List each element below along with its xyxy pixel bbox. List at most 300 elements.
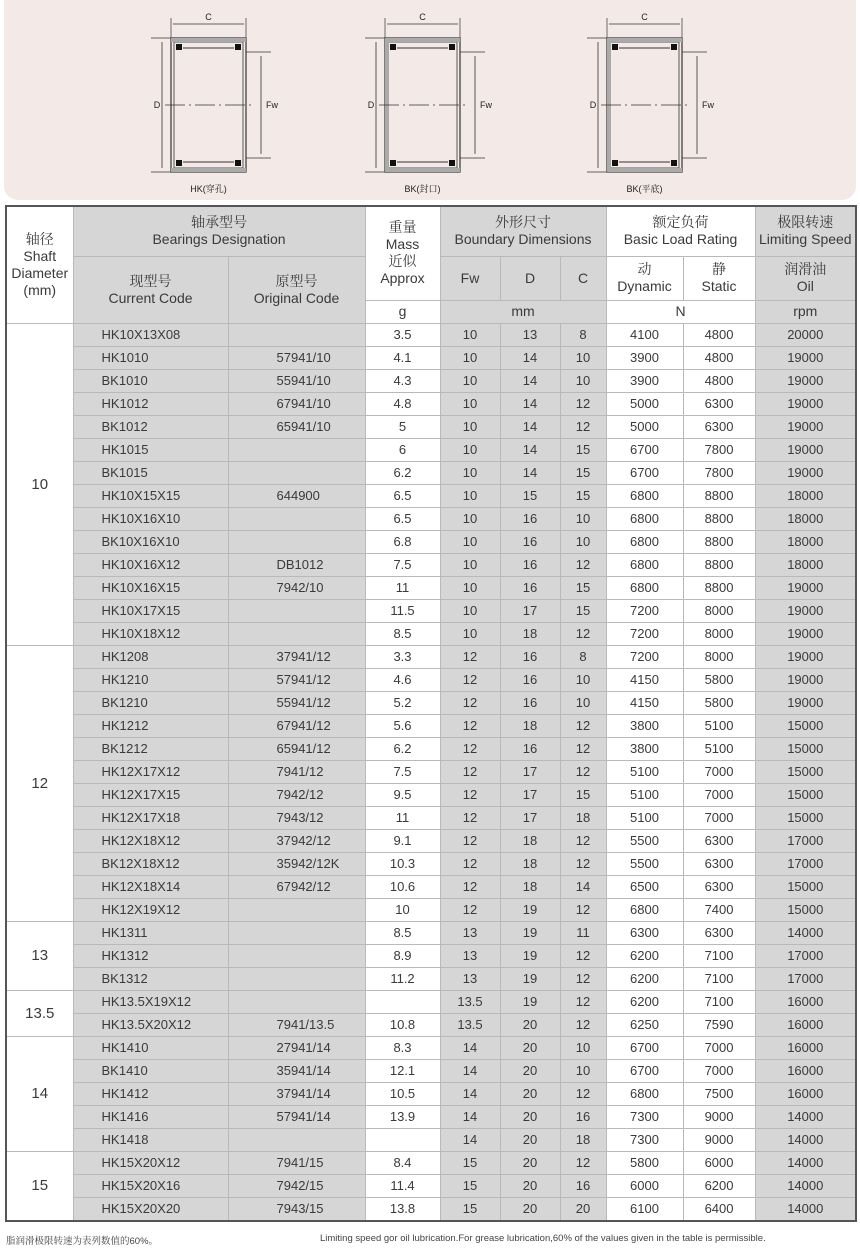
limiting-speed-cell: 18000 — [755, 484, 856, 507]
d-cell: 20 — [500, 1128, 560, 1151]
dynamic-load-cell: 5500 — [606, 852, 683, 875]
limiting-speed-cell: 19000 — [755, 461, 856, 484]
current-code-cell: HK15X20X20 — [73, 1197, 228, 1221]
c-cell: 8 — [560, 645, 606, 668]
table-row — [6, 1151, 856, 1174]
header-limiting-speed: 极限转速 Limiting Speed — [755, 206, 856, 256]
header-static: 静 Static — [683, 256, 755, 300]
header-current-code: 现型号 Current Code — [73, 256, 228, 323]
static-load-cell: 9000 — [683, 1105, 755, 1128]
current-code-cell: HK12X18X12 — [73, 829, 228, 852]
fw-cell: 14 — [440, 1128, 500, 1151]
mass-cell: 6.8 — [365, 530, 440, 553]
table-row — [6, 967, 856, 990]
table-row — [6, 1013, 856, 1036]
c-cell: 12 — [560, 967, 606, 990]
dynamic-load-cell: 4150 — [606, 668, 683, 691]
original-code-cell: 37941/12 — [228, 645, 365, 668]
original-code-cell: 67942/12 — [228, 875, 365, 898]
current-code-cell: HK12X18X14 — [73, 875, 228, 898]
original-code-cell: 57941/12 — [228, 668, 365, 691]
fw-cell: 12 — [440, 852, 500, 875]
header-shaft-diameter: 轴径 Shaft Diameter (mm) — [6, 206, 73, 323]
current-code-cell: BK12X18X12 — [73, 852, 228, 875]
mass-cell: 9.1 — [365, 829, 440, 852]
table-row — [6, 668, 856, 691]
limiting-speed-cell: 16000 — [755, 1036, 856, 1059]
current-code-cell: HK1010 — [73, 346, 228, 369]
static-load-cell: 7500 — [683, 1082, 755, 1105]
c-cell: 12 — [560, 852, 606, 875]
dynamic-load-cell: 3800 — [606, 737, 683, 760]
original-code-cell: 7941/12 — [228, 760, 365, 783]
c-cell: 18 — [560, 1128, 606, 1151]
dynamic-load-cell: 3800 — [606, 714, 683, 737]
dynamic-load-cell: 5100 — [606, 760, 683, 783]
c-cell: 12 — [560, 553, 606, 576]
original-code-cell — [228, 1128, 365, 1151]
original-code-cell: 7941/15 — [228, 1151, 365, 1174]
dynamic-load-cell: 6800 — [606, 898, 683, 921]
c-cell: 12 — [560, 760, 606, 783]
d-cell: 16 — [500, 691, 560, 714]
mass-cell: 10 — [365, 898, 440, 921]
original-code-cell — [228, 622, 365, 645]
d-cell: 17 — [500, 783, 560, 806]
fw-cell: 10 — [440, 622, 500, 645]
original-code-cell — [228, 438, 365, 461]
dimension-label-c: C — [205, 12, 212, 22]
fw-cell: 12 — [440, 875, 500, 898]
static-load-cell: 8800 — [683, 576, 755, 599]
header-d: D — [500, 256, 560, 300]
dynamic-load-cell: 6800 — [606, 576, 683, 599]
mass-cell: 7.5 — [365, 553, 440, 576]
table-row — [6, 645, 856, 668]
limiting-speed-cell: 17000 — [755, 852, 856, 875]
header-bearings-designation: 轴承型号 Bearings Designation — [73, 206, 365, 256]
current-code-cell: HK1312 — [73, 944, 228, 967]
table-row — [6, 714, 856, 737]
dynamic-load-cell: 6800 — [606, 1082, 683, 1105]
static-load-cell: 6300 — [683, 921, 755, 944]
current-code-cell: HK13.5X19X12 — [73, 990, 228, 1013]
header-mass: 重量 Mass 近似 Approx — [365, 206, 440, 300]
d-cell: 20 — [500, 1151, 560, 1174]
original-code-cell: 37942/12 — [228, 829, 365, 852]
c-cell: 12 — [560, 1013, 606, 1036]
current-code-cell: HK1412 — [73, 1082, 228, 1105]
footer-note-zh: 脂润滑极限转速为表列数值的60%。 — [6, 1236, 159, 1247]
d-cell: 20 — [500, 1013, 560, 1036]
original-code-cell: 37941/14 — [228, 1082, 365, 1105]
c-cell: 15 — [560, 461, 606, 484]
original-code-cell — [228, 461, 365, 484]
header-original-code: 原型号 Original Code — [228, 256, 365, 323]
original-code-cell — [228, 921, 365, 944]
current-code-cell: BK1015 — [73, 461, 228, 484]
limiting-speed-cell: 19000 — [755, 415, 856, 438]
c-cell: 15 — [560, 576, 606, 599]
current-code-cell: BK10X16X10 — [73, 530, 228, 553]
dynamic-load-cell: 6700 — [606, 461, 683, 484]
dynamic-load-cell: 6300 — [606, 921, 683, 944]
d-cell: 19 — [500, 967, 560, 990]
fw-cell: 12 — [440, 760, 500, 783]
header-dynamic: 动 Dynamic — [606, 256, 683, 300]
fw-cell: 13 — [440, 944, 500, 967]
fw-cell: 10 — [440, 323, 500, 346]
d-cell: 18 — [500, 829, 560, 852]
static-load-cell: 7400 — [683, 898, 755, 921]
limiting-speed-cell: 19000 — [755, 668, 856, 691]
current-code-cell: HK12X19X12 — [73, 898, 228, 921]
dimension-label-d: D — [367, 100, 375, 110]
limiting-speed-cell: 19000 — [755, 346, 856, 369]
bearing-diagram — [151, 12, 278, 194]
d-cell: 16 — [500, 576, 560, 599]
limiting-speed-cell: 16000 — [755, 990, 856, 1013]
limiting-speed-cell: 14000 — [755, 1128, 856, 1151]
mass-cell: 6.2 — [365, 737, 440, 760]
c-cell: 12 — [560, 714, 606, 737]
mass-cell: 10.6 — [365, 875, 440, 898]
mass-cell: 8.5 — [365, 921, 440, 944]
dimension-label-d: D — [589, 100, 597, 110]
mass-cell: 8.3 — [365, 1036, 440, 1059]
static-load-cell: 6200 — [683, 1174, 755, 1197]
c-cell: 10 — [560, 691, 606, 714]
unit-n: N — [606, 300, 755, 323]
static-load-cell: 6300 — [683, 829, 755, 852]
static-load-cell: 7590 — [683, 1013, 755, 1036]
static-load-cell: 4800 — [683, 369, 755, 392]
current-code-cell: BK1312 — [73, 967, 228, 990]
static-load-cell: 8000 — [683, 599, 755, 622]
d-cell: 20 — [500, 1197, 560, 1221]
c-cell: 16 — [560, 1174, 606, 1197]
original-code-cell — [228, 990, 365, 1013]
static-load-cell: 7800 — [683, 438, 755, 461]
current-code-cell: HK1012 — [73, 392, 228, 415]
current-code-cell: HK12X17X15 — [73, 783, 228, 806]
current-code-cell: HK10X16X12 — [73, 553, 228, 576]
d-cell: 13 — [500, 323, 560, 346]
original-code-cell — [228, 898, 365, 921]
limiting-speed-cell: 17000 — [755, 944, 856, 967]
mass-cell: 8.4 — [365, 1151, 440, 1174]
original-code-cell: 7943/12 — [228, 806, 365, 829]
d-cell: 16 — [500, 737, 560, 760]
dynamic-load-cell: 6200 — [606, 990, 683, 1013]
shaft-diameter-cell: 15 — [6, 1151, 73, 1221]
shaft-diameter-cell: 13.5 — [6, 990, 73, 1036]
mass-cell — [365, 990, 440, 1013]
c-cell: 12 — [560, 990, 606, 1013]
fw-cell: 10 — [440, 530, 500, 553]
fw-cell: 13 — [440, 921, 500, 944]
original-code-cell: 35942/12K — [228, 852, 365, 875]
fw-cell: 15 — [440, 1197, 500, 1221]
limiting-speed-cell: 16000 — [755, 1059, 856, 1082]
original-code-cell: 27941/14 — [228, 1036, 365, 1059]
mass-cell: 11 — [365, 806, 440, 829]
dynamic-load-cell: 6500 — [606, 875, 683, 898]
c-cell: 11 — [560, 921, 606, 944]
original-code-cell: 55941/10 — [228, 369, 365, 392]
current-code-cell: HK1212 — [73, 714, 228, 737]
c-cell: 12 — [560, 622, 606, 645]
mass-cell — [365, 1128, 440, 1151]
c-cell: 12 — [560, 898, 606, 921]
d-cell: 19 — [500, 898, 560, 921]
fw-cell: 10 — [440, 369, 500, 392]
static-load-cell: 8800 — [683, 484, 755, 507]
original-code-cell: 35941/14 — [228, 1059, 365, 1082]
fw-cell: 12 — [440, 691, 500, 714]
fw-cell: 12 — [440, 806, 500, 829]
static-load-cell: 5800 — [683, 691, 755, 714]
footer-note-en: Limiting speed gor oil lubrication.For grease lubrication,60% of the values given in the table is permissible. — [320, 1233, 766, 1244]
fw-cell: 12 — [440, 829, 500, 852]
mass-cell: 11 — [365, 576, 440, 599]
d-cell: 14 — [500, 461, 560, 484]
table-row — [6, 369, 856, 392]
original-code-cell: 65941/10 — [228, 415, 365, 438]
dynamic-load-cell: 7300 — [606, 1105, 683, 1128]
current-code-cell: HK10X16X10 — [73, 507, 228, 530]
table-row — [6, 1036, 856, 1059]
d-cell: 16 — [500, 553, 560, 576]
original-code-cell: DB1012 — [228, 553, 365, 576]
original-code-cell: 65941/12 — [228, 737, 365, 760]
dynamic-load-cell: 6250 — [606, 1013, 683, 1036]
table-row — [6, 1105, 856, 1128]
table-row — [6, 1059, 856, 1082]
dynamic-load-cell: 6800 — [606, 530, 683, 553]
static-load-cell: 5800 — [683, 668, 755, 691]
c-cell: 10 — [560, 1036, 606, 1059]
current-code-cell: HK10X17X15 — [73, 599, 228, 622]
c-cell: 12 — [560, 944, 606, 967]
d-cell: 20 — [500, 1059, 560, 1082]
c-cell: 12 — [560, 415, 606, 438]
mass-cell: 13.8 — [365, 1197, 440, 1221]
dimension-label-c: C — [419, 12, 426, 22]
d-cell: 17 — [500, 599, 560, 622]
mass-cell: 6 — [365, 438, 440, 461]
unit-mm: mm — [440, 300, 606, 323]
static-load-cell: 6000 — [683, 1151, 755, 1174]
static-load-cell: 9000 — [683, 1128, 755, 1151]
dynamic-load-cell: 6700 — [606, 1059, 683, 1082]
c-cell: 12 — [560, 1082, 606, 1105]
static-load-cell: 7000 — [683, 1036, 755, 1059]
c-cell: 18 — [560, 806, 606, 829]
limiting-speed-cell: 18000 — [755, 553, 856, 576]
bearing-spec-table — [5, 205, 857, 1222]
dynamic-load-cell: 5000 — [606, 415, 683, 438]
dynamic-load-cell: 3900 — [606, 346, 683, 369]
static-load-cell: 7100 — [683, 990, 755, 1013]
d-cell: 18 — [500, 714, 560, 737]
dynamic-load-cell: 5100 — [606, 783, 683, 806]
static-load-cell: 6300 — [683, 875, 755, 898]
current-code-cell: HK1311 — [73, 921, 228, 944]
original-code-cell — [228, 323, 365, 346]
c-cell: 10 — [560, 507, 606, 530]
mass-cell: 7.5 — [365, 760, 440, 783]
fw-cell: 10 — [440, 553, 500, 576]
mass-cell: 5.6 — [365, 714, 440, 737]
mass-cell: 10.5 — [365, 1082, 440, 1105]
table-row — [6, 622, 856, 645]
limiting-speed-cell: 14000 — [755, 1174, 856, 1197]
d-cell: 16 — [500, 530, 560, 553]
mass-cell: 4.1 — [365, 346, 440, 369]
d-cell: 18 — [500, 875, 560, 898]
dynamic-load-cell: 4100 — [606, 323, 683, 346]
table-row — [6, 1128, 856, 1151]
static-load-cell: 8000 — [683, 645, 755, 668]
current-code-cell: HK1210 — [73, 668, 228, 691]
limiting-speed-cell: 16000 — [755, 1013, 856, 1036]
limiting-speed-cell: 15000 — [755, 760, 856, 783]
fw-cell: 13 — [440, 967, 500, 990]
static-load-cell: 5100 — [683, 714, 755, 737]
dynamic-load-cell: 7200 — [606, 599, 683, 622]
static-load-cell: 8800 — [683, 530, 755, 553]
static-load-cell: 7000 — [683, 806, 755, 829]
table-row — [6, 323, 856, 346]
mass-cell: 6.5 — [365, 507, 440, 530]
dynamic-load-cell: 5800 — [606, 1151, 683, 1174]
limiting-speed-cell: 15000 — [755, 875, 856, 898]
dynamic-load-cell: 6100 — [606, 1197, 683, 1221]
mass-cell: 4.6 — [365, 668, 440, 691]
current-code-cell: BK1012 — [73, 415, 228, 438]
d-cell: 19 — [500, 990, 560, 1013]
mass-cell: 6.5 — [365, 484, 440, 507]
original-code-cell: 7942/15 — [228, 1174, 365, 1197]
diagram-caption: HK(穿孔) — [190, 184, 227, 194]
d-cell: 14 — [500, 438, 560, 461]
limiting-speed-cell: 14000 — [755, 921, 856, 944]
static-load-cell: 4800 — [683, 323, 755, 346]
limiting-speed-cell: 19000 — [755, 599, 856, 622]
c-cell: 10 — [560, 346, 606, 369]
current-code-cell: BK1210 — [73, 691, 228, 714]
static-load-cell: 7800 — [683, 461, 755, 484]
fw-cell: 10 — [440, 599, 500, 622]
limiting-speed-cell: 15000 — [755, 783, 856, 806]
fw-cell: 10 — [440, 507, 500, 530]
limiting-speed-cell: 19000 — [755, 622, 856, 645]
d-cell: 14 — [500, 415, 560, 438]
header-c: C — [560, 256, 606, 300]
original-code-cell: 57941/14 — [228, 1105, 365, 1128]
table-row — [6, 576, 856, 599]
limiting-speed-cell: 14000 — [755, 1197, 856, 1221]
d-cell: 15 — [500, 484, 560, 507]
table-row — [6, 507, 856, 530]
limiting-speed-cell: 20000 — [755, 323, 856, 346]
static-load-cell: 5100 — [683, 737, 755, 760]
d-cell: 20 — [500, 1174, 560, 1197]
fw-cell: 10 — [440, 461, 500, 484]
bearing-diagrams-panel — [4, 0, 856, 200]
table-row — [6, 852, 856, 875]
fw-cell: 15 — [440, 1151, 500, 1174]
shaft-diameter-cell: 14 — [6, 1036, 73, 1151]
c-cell: 8 — [560, 323, 606, 346]
fw-cell: 10 — [440, 576, 500, 599]
current-code-cell: HK1410 — [73, 1036, 228, 1059]
table-row — [6, 415, 856, 438]
dynamic-load-cell: 6700 — [606, 1036, 683, 1059]
c-cell: 12 — [560, 392, 606, 415]
limiting-speed-cell: 19000 — [755, 576, 856, 599]
fw-cell: 10 — [440, 346, 500, 369]
fw-cell: 14 — [440, 1059, 500, 1082]
static-load-cell: 8800 — [683, 507, 755, 530]
limiting-speed-cell: 19000 — [755, 438, 856, 461]
current-code-cell: HK13.5X20X12 — [73, 1013, 228, 1036]
fw-cell: 14 — [440, 1082, 500, 1105]
original-code-cell — [228, 599, 365, 622]
d-cell: 20 — [500, 1082, 560, 1105]
d-cell: 16 — [500, 668, 560, 691]
d-cell: 16 — [500, 507, 560, 530]
diagram-caption: BK(封口) — [404, 184, 441, 194]
static-load-cell: 6400 — [683, 1197, 755, 1221]
mass-cell: 3.3 — [365, 645, 440, 668]
original-code-cell: 644900 — [228, 484, 365, 507]
fw-cell: 13.5 — [440, 1013, 500, 1036]
d-cell: 20 — [500, 1036, 560, 1059]
dynamic-load-cell: 5500 — [606, 829, 683, 852]
mass-cell: 12.1 — [365, 1059, 440, 1082]
mass-cell: 13.9 — [365, 1105, 440, 1128]
dynamic-load-cell: 7200 — [606, 622, 683, 645]
table-row — [6, 829, 856, 852]
c-cell: 10 — [560, 530, 606, 553]
table-row — [6, 1082, 856, 1105]
fw-cell: 10 — [440, 484, 500, 507]
limiting-speed-cell: 16000 — [755, 1082, 856, 1105]
table-row — [6, 691, 856, 714]
dynamic-load-cell: 6200 — [606, 944, 683, 967]
current-code-cell: HK10X16X15 — [73, 576, 228, 599]
mass-cell: 8.9 — [365, 944, 440, 967]
original-code-cell: 55941/12 — [228, 691, 365, 714]
current-code-cell: HK12X17X12 — [73, 760, 228, 783]
static-load-cell: 7000 — [683, 1059, 755, 1082]
c-cell: 12 — [560, 1151, 606, 1174]
fw-cell: 12 — [440, 737, 500, 760]
bearing-diagram — [587, 12, 714, 194]
c-cell: 12 — [560, 829, 606, 852]
c-cell: 15 — [560, 484, 606, 507]
static-load-cell: 8800 — [683, 553, 755, 576]
table-row — [6, 346, 856, 369]
limiting-speed-cell: 19000 — [755, 691, 856, 714]
mass-cell: 4.8 — [365, 392, 440, 415]
static-load-cell: 6300 — [683, 852, 755, 875]
mass-cell: 11.4 — [365, 1174, 440, 1197]
limiting-speed-cell: 15000 — [755, 898, 856, 921]
header-boundary-dimensions: 外形尺寸 Boundary Dimensions — [440, 206, 606, 256]
